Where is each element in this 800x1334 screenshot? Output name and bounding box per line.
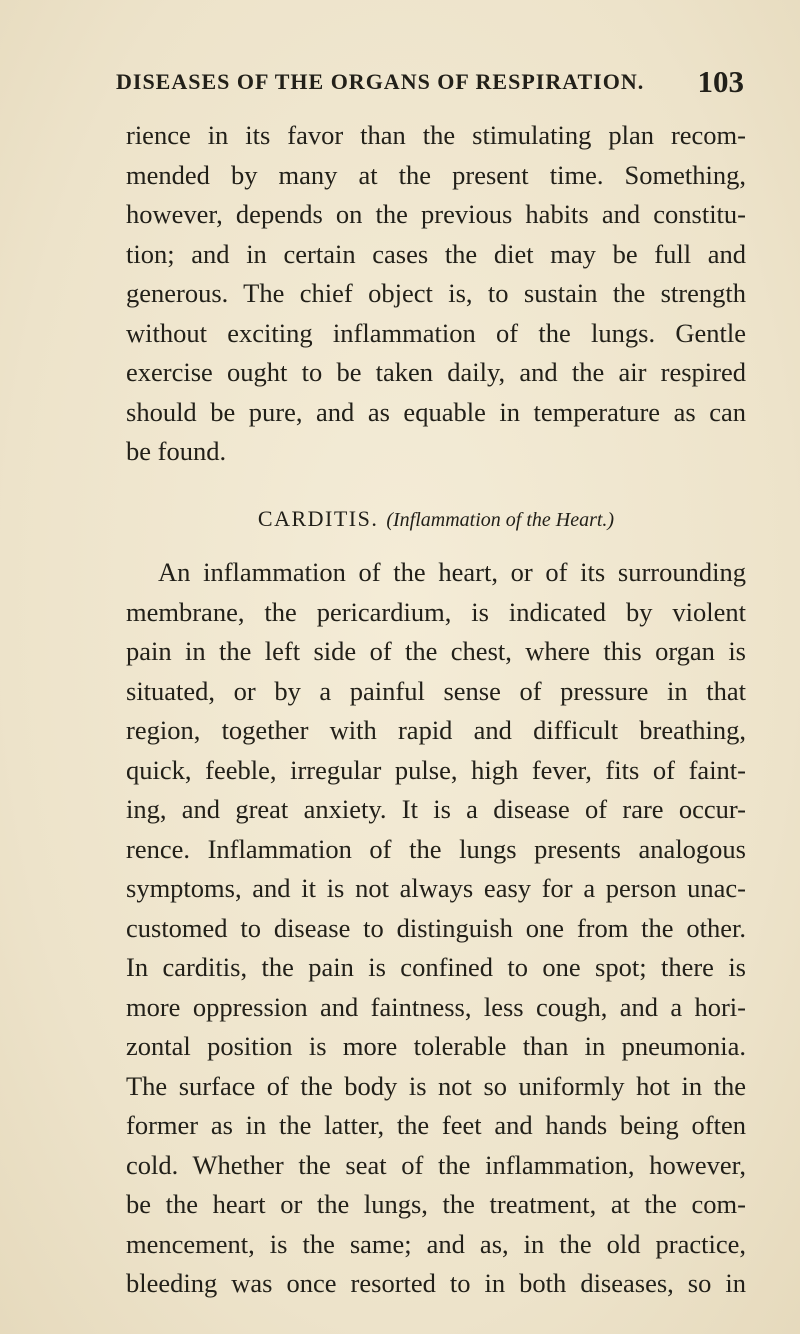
text-line: membrane, the pericardium, is indicated by violent <box>126 596 746 627</box>
text-line: former as in the latter, the feet and hands being often <box>126 1110 746 1140</box>
text-line: however, depends on the previous habits and constitu- <box>126 199 746 229</box>
section-heading <box>126 502 746 539</box>
text-line: symptoms, and it is not always easy for a person unac- <box>126 873 746 903</box>
text-line: rience in its favor than the stimulating plan recom- <box>126 120 746 150</box>
text-line: mencement, is the same; and as, in the old practice, <box>126 1228 746 1259</box>
running-head <box>96 62 744 102</box>
page-number: 103 <box>697 64 744 99</box>
text-line: without exciting inflammation of the lungs. Gentle <box>126 317 746 348</box>
text-line: The surface of the body is not so uniformly hot in the <box>126 1070 746 1101</box>
text-line: quick, feeble, irregular pulse, high fever, fits of faint- <box>126 754 746 785</box>
text-line: bleeding was once resorted to in both diseases, so in <box>126 1268 746 1298</box>
text-line: region, together with rapid and difficult breathing, <box>126 715 746 745</box>
text-line: In carditis, the pain is confined to one spot; there is <box>126 952 746 982</box>
text-line: be the heart or the lungs, the treatment, at the com- <box>126 1189 746 1219</box>
text-line: should be pure, and as equable in temperature as can <box>126 396 746 427</box>
paragraph-diet <box>126 116 746 472</box>
text-line: be found. <box>126 436 227 466</box>
text-line: mended by many at the present time. Something, <box>126 159 746 190</box>
text-line: exercise ought to be taken daily, and the air respired <box>126 357 746 387</box>
text-line: ing, and great anxiety. It is a disease of rare occur- <box>126 794 746 824</box>
text-line: customed to disease to distinguish one from the other. <box>126 912 746 943</box>
section-subtitle: (Inflammation of the Heart.) <box>386 509 615 531</box>
paragraph-carditis <box>126 553 746 1304</box>
text-line: zontal position is more tolerable than in pneumonia. <box>126 1031 746 1061</box>
text-line: situated, or by a painful sense of pressure in that <box>126 675 746 706</box>
text-line: An inflammation of the heart, or of its surrounding <box>158 557 746 587</box>
text-line: generous. The chief object is, to sustain the strength <box>126 278 746 308</box>
text-line: more oppression and faintness, less cough, and a hori- <box>126 991 746 1022</box>
text-line: pain in the left side of the chest, where this organ is <box>126 636 746 666</box>
text-line: rence. Inflammation of the lungs presents analogous <box>126 833 746 864</box>
section-title: CARDITIS. <box>257 506 379 531</box>
text-line: tion; and in certain cases the diet may be full and <box>126 238 746 269</box>
running-title: DISEASES OF THE ORGANS OF RESPIRATION. <box>116 69 645 94</box>
text-line: cold. Whether the seat of the inflammation, however, <box>126 1149 746 1180</box>
